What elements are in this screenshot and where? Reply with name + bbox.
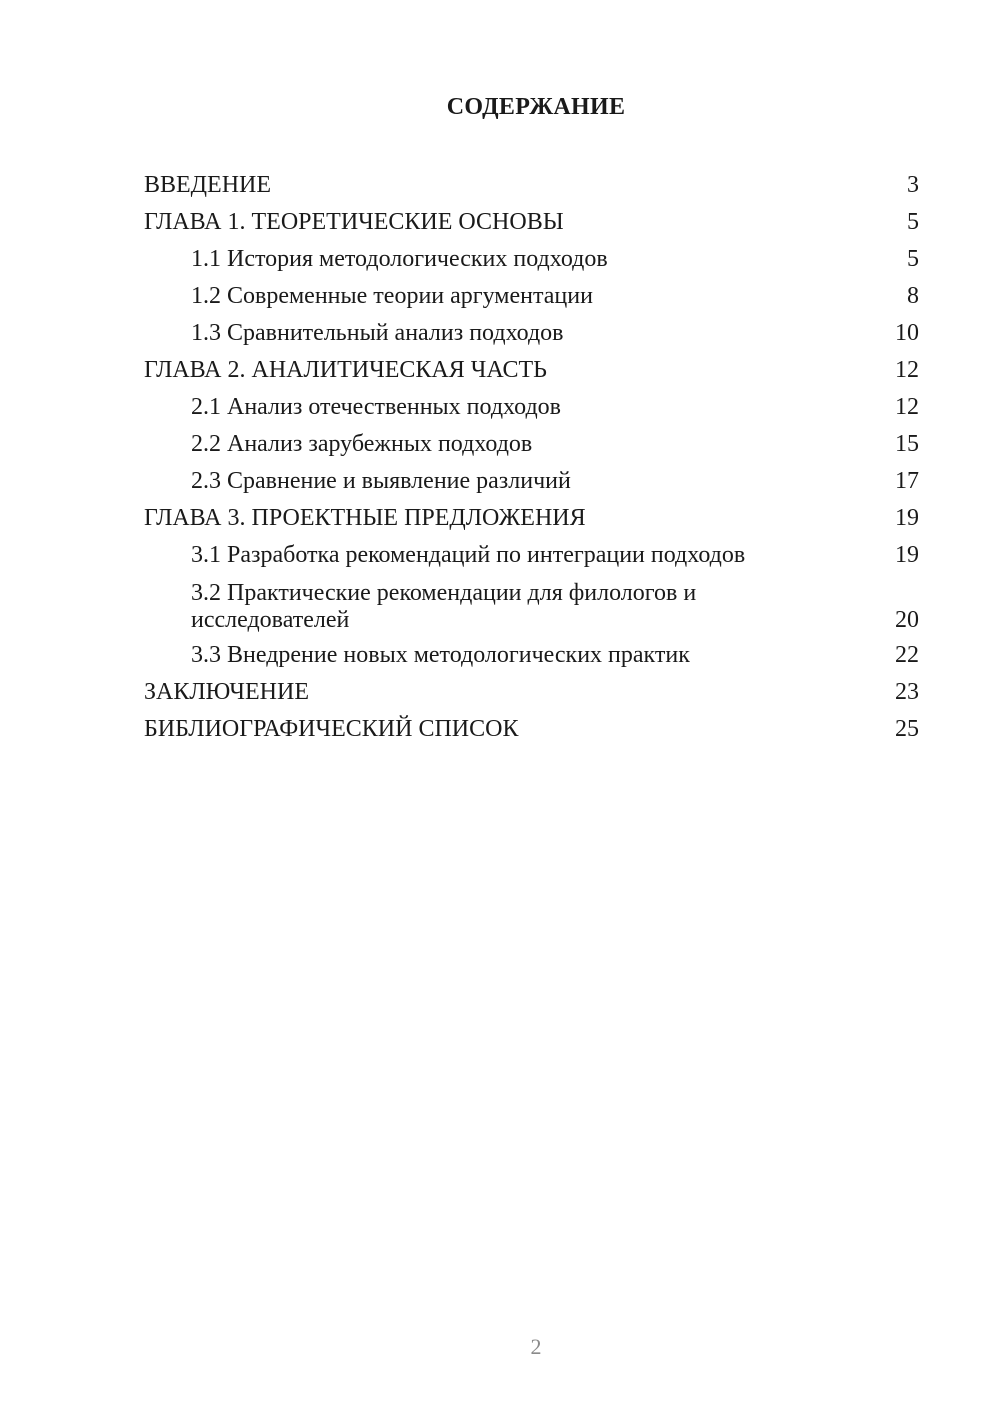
toc-entry-page: 5 [907, 246, 919, 272]
toc-entry-section-2-1 [144, 389, 919, 426]
toc-entry-page: 10 [895, 320, 919, 346]
toc-entry-section-1-2 [144, 278, 919, 315]
toc-entry-text: ВВЕДЕНИЕ [144, 172, 272, 198]
toc-entry-page: 5 [907, 209, 919, 235]
toc-entry-text: 2.1 Анализ отечественных подходов [191, 394, 561, 420]
toc-entry-text: ЗАКЛЮЧЕНИЕ [144, 679, 309, 705]
toc-entry-text: ГЛАВА 2. АНАЛИТИЧЕСКАЯ ЧАСТЬ [144, 357, 547, 383]
toc-entry-page: 12 [895, 394, 919, 420]
toc-entry-introduction [144, 167, 919, 204]
toc-entry-text: 3.1 Разработка рекомендаций по интеграции подходов [191, 542, 746, 568]
toc-entry-page: 17 [895, 468, 919, 494]
toc-entry-page: 15 [895, 431, 919, 457]
toc-entry-page: 3 [907, 172, 919, 198]
toc-entry-page: 19 [895, 542, 919, 568]
toc-entry-page: 20 [895, 607, 919, 633]
toc-entry-section-1-1 [144, 241, 919, 278]
toc-entry-section-3-3 [144, 637, 919, 674]
toc-entry-page: 22 [895, 642, 919, 668]
toc-entry-text: 2.3 Сравнение и выявление различий [191, 468, 571, 494]
toc-entry-section-2-2 [144, 426, 919, 463]
toc-entry-page: 19 [895, 505, 919, 531]
page-number: 2 [530, 1334, 542, 1359]
toc-entry-section-2-3 [144, 463, 919, 500]
toc-entry-text: 2.2 Анализ зарубежных подходов [191, 431, 533, 457]
table-of-contents [144, 167, 919, 748]
toc-entry-text: 3.3 Внедрение новых методологических практик [191, 642, 690, 668]
toc-entry-section-3-2 [144, 574, 919, 637]
toc-entry-page: 8 [907, 283, 919, 309]
toc-entry-conclusion [144, 674, 919, 711]
toc-entry-text: 1.2 Современные теории аргументации [191, 283, 593, 309]
toc-entry-page: 25 [895, 716, 919, 742]
toc-entry-text: ГЛАВА 1. ТЕОРЕТИЧЕСКИЕ ОСНОВЫ [144, 209, 564, 235]
toc-entry-bibliography [144, 711, 919, 748]
toc-entry-text: ГЛАВА 3. ПРОЕКТНЫЕ ПРЕДЛОЖЕНИЯ [144, 505, 586, 531]
toc-entry-chapter-2 [144, 352, 919, 389]
toc-entry-text: 1.1 История методологических подходов [191, 246, 608, 272]
toc-entry-section-3-1 [144, 537, 919, 574]
toc-entry-chapter-1 [144, 204, 919, 241]
toc-entry-page: 23 [895, 679, 919, 705]
toc-entry-text: 3.2 Практические рекомендации для филологов и исследователей [191, 580, 697, 633]
toc-entry-page: 12 [895, 357, 919, 383]
page-title: СОДЕРЖАНИЕ [446, 94, 626, 120]
toc-entry-section-1-3 [144, 315, 919, 352]
toc-entry-chapter-3 [144, 500, 919, 537]
toc-entry-text: БИБЛИОГРАФИЧЕСКИЙ СПИСОК [144, 716, 519, 742]
toc-entry-text: 1.3 Сравнительный анализ подходов [191, 320, 564, 346]
